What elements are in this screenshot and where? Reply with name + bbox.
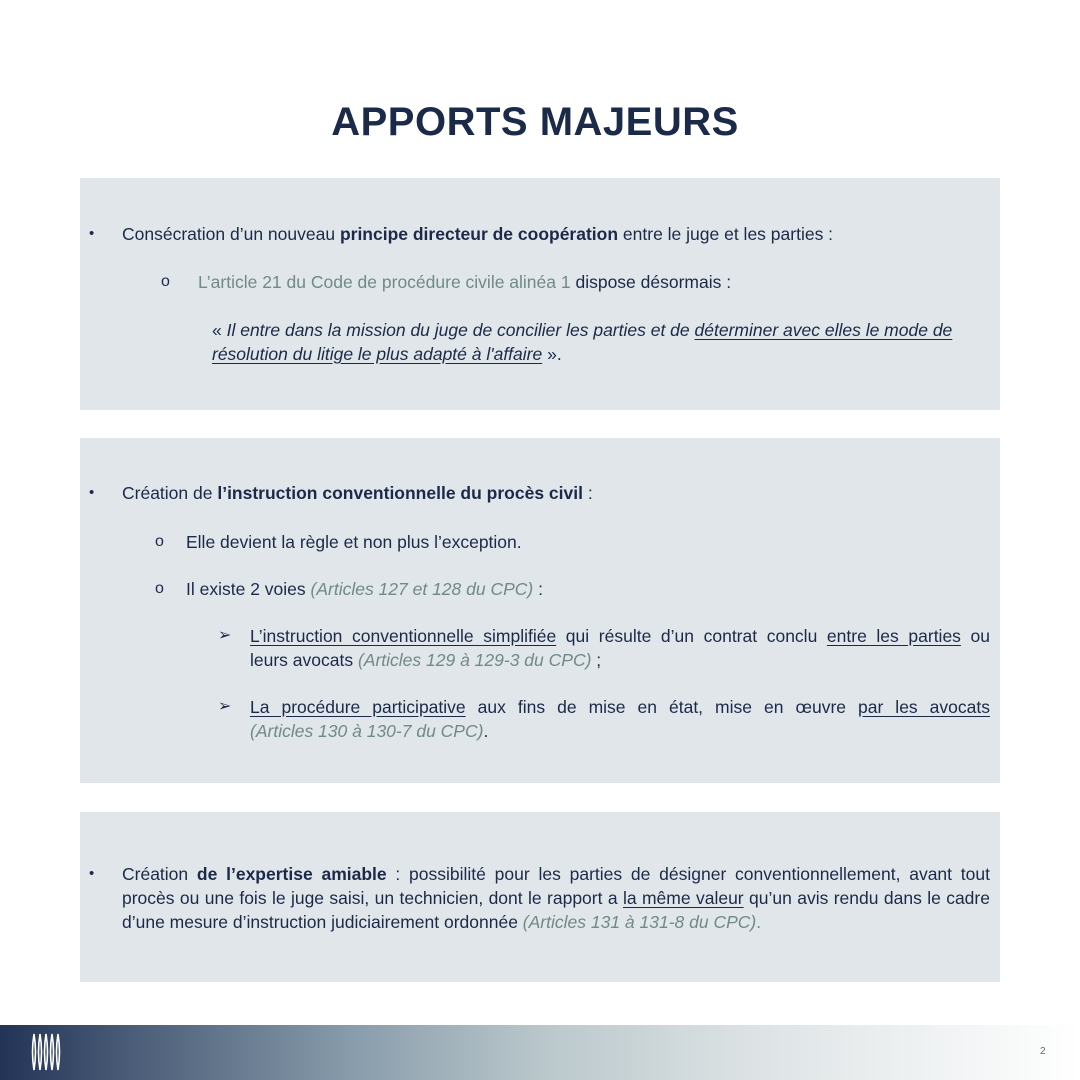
cooperation-principle-bold: principe directeur de coopération [339, 224, 619, 244]
instruction-conventionnelle-bold: l’instruction conventionnelle du procès civil [217, 483, 583, 503]
sub-bullet: o [155, 533, 164, 550]
feather-columns-logo [28, 1030, 64, 1074]
procedure-participative-line-2: (Articles 130 à 130-7 du CPC). [250, 721, 489, 741]
cooperation-principle-text: Consécration d’un nouveau principe directeur de coopération entre le juge et les parties : [122, 224, 834, 244]
articles-129-reference: (Articles 129 à 129-3 du CPC) [357, 650, 592, 670]
deux-voies-text: Il existe 2 voies (Articles 127 et 128 du CPC) : [186, 579, 543, 599]
sub-bullet: o [161, 273, 170, 290]
article-21-reference: L’article 21 du Code de procédure civile alinéa 1 [198, 272, 571, 292]
page-title: APPORTS MAJEURS [331, 100, 739, 144]
instruction-conventionnelle-text: Création de l’instruction conventionnelle du procès civil : [122, 483, 593, 503]
arrow-bullet-icon: ➢ [218, 698, 232, 715]
articles-131-reference: (Articles 131 à 131-8 du CPC) [522, 912, 757, 932]
bullet: • [89, 484, 95, 501]
meme-valeur-underlined: la même valeur [622, 888, 744, 908]
instruction-simplifiee-line-1: L’instruction conventionnelle simplifiée qui résulte d’un contrat conclu entre les parties ou [250, 626, 991, 646]
regle-text: Elle devient la règle et non plus l’exception. [186, 532, 522, 552]
articles-130-reference: (Articles 130 à 130-7 du CPC) [250, 721, 484, 741]
bullet: • [89, 865, 95, 882]
footer-gradient-band [0, 1025, 1080, 1080]
procedure-participative-line-1: La procédure participative aux fins de mise en état, mise en œuvre par les avocats [250, 697, 990, 717]
section-cooperation-box [80, 178, 1000, 410]
expertise-amiable-text: Création de l’expertise amiable : possibilité pour les parties de désigner conventionnellement, avant tout procès ou une fois le juge saisi, un technicien, dont le rapport a la même valeur qu’un avis rendu dans le cadre d’une mesure d’instruction judiciairement ordonnée (Articles 131 à 131-8 du CPC). [122, 864, 990, 932]
instruction-simplifiee-line-2: leurs avocats (Articles 129 à 129-3 du CPC) ; [250, 650, 602, 670]
quote-underlined-part: résolution du litige le plus adapté à l'affaire [212, 344, 543, 364]
bullet: • [89, 225, 95, 242]
sub-bullet: o [155, 580, 164, 597]
page-number: 2 [1040, 1046, 1046, 1057]
arrow-bullet-icon: ➢ [218, 627, 232, 644]
quote-underlined-part: déterminer avec elles le mode de [694, 320, 953, 340]
article-quote-line-1: « Il entre dans la mission du juge de concilier les parties et de déterminer avec elles le mode de [212, 320, 953, 340]
article-21-text: L’article 21 du Code de procédure civile alinéa 1 dispose désormais : [198, 272, 732, 292]
articles-127-128-reference: (Articles 127 et 128 du CPC) [310, 579, 534, 599]
article-quote-line-2: résolution du litige le plus adapté à l'affaire ». [212, 344, 562, 364]
expertise-amiable-bold: de l’expertise amiable [196, 864, 387, 884]
